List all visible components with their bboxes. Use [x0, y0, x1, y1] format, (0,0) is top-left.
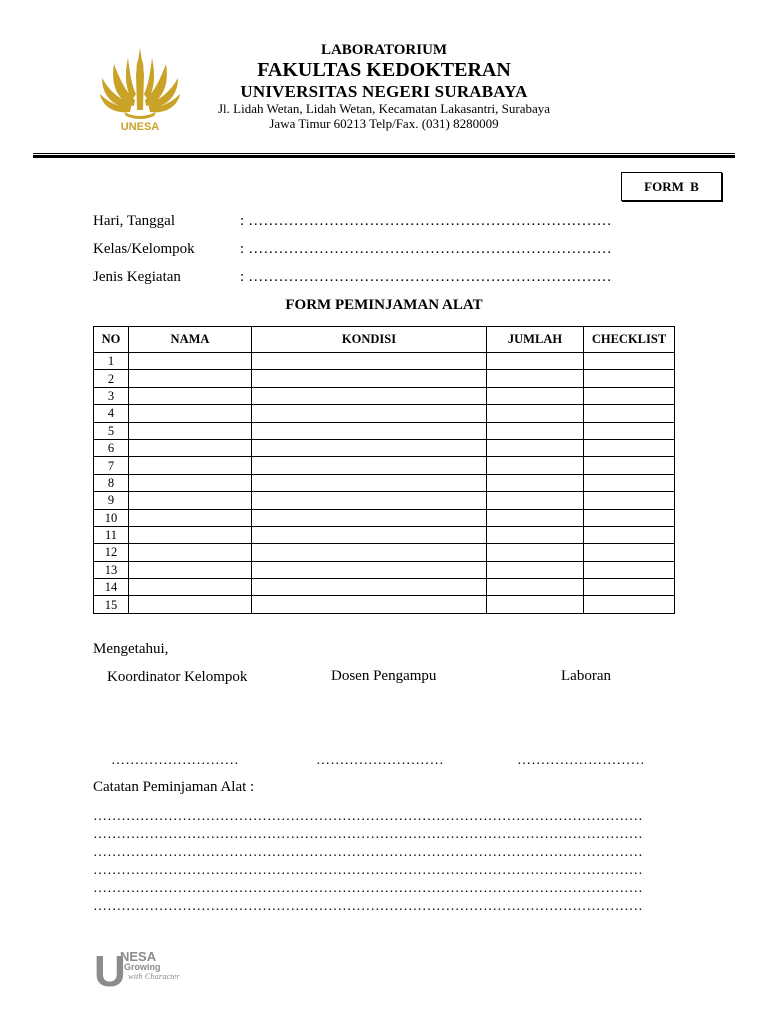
table-row	[94, 492, 675, 509]
cell-jumlah[interactable]	[487, 561, 584, 578]
form-code-badge: FORM B	[621, 172, 722, 201]
cell-nama[interactable]	[129, 353, 252, 370]
lab-heading: LABORATORIUM	[320, 42, 448, 58]
cell-checklist[interactable]	[584, 405, 675, 422]
signer-role-lecturer: Dosen Pengampu	[331, 668, 437, 684]
table-row	[94, 457, 675, 474]
notes-label: Catatan Peminjaman Alat :	[93, 779, 255, 795]
cell-kondisi[interactable]	[252, 526, 487, 543]
cell-jumlah[interactable]	[487, 526, 584, 543]
cell-checklist[interactable]	[584, 579, 675, 596]
university-heading: UNIVERSITAS NEGERI SURABAYA	[240, 82, 528, 101]
cell-jumlah[interactable]	[487, 422, 584, 439]
table-row	[94, 387, 675, 404]
cell-kondisi[interactable]	[252, 353, 487, 370]
cell-nama[interactable]	[129, 579, 252, 596]
cell-checklist[interactable]	[584, 474, 675, 491]
cell-checklist[interactable]	[584, 509, 675, 526]
notes-line-6[interactable]: ………………………………………………………………………………………………………	[93, 899, 643, 914]
cell-kondisi[interactable]	[252, 492, 487, 509]
table-row	[94, 370, 675, 387]
table-row	[94, 596, 675, 613]
header-divider-thick	[33, 155, 735, 158]
table-row	[94, 405, 675, 422]
cell-jumlah[interactable]	[487, 579, 584, 596]
signature-line-coordinator[interactable]: ………………………	[111, 753, 239, 768]
cell-jumlah[interactable]	[487, 492, 584, 509]
notes-line-3[interactable]: ………………………………………………………………………………………………………	[93, 845, 643, 860]
cell-kondisi[interactable]	[252, 405, 487, 422]
column-header-nama: NAMA	[129, 327, 252, 353]
cell-no: 7	[94, 457, 129, 474]
table-row	[94, 526, 675, 543]
address-line-1: Jl. Lidah Wetan, Lidah Wetan, Kecamatan Lakasantri, Surabaya	[217, 101, 551, 116]
cell-nama[interactable]	[129, 561, 252, 578]
table-row	[94, 561, 675, 578]
cell-checklist[interactable]	[584, 439, 675, 456]
table-row	[94, 353, 675, 370]
cell-kondisi[interactable]	[252, 370, 487, 387]
cell-no: 2	[94, 370, 129, 387]
cell-kondisi[interactable]	[252, 457, 487, 474]
signer-role-laboran: Laboran	[561, 668, 611, 684]
cell-jumlah[interactable]	[487, 457, 584, 474]
column-header-no: NO	[94, 327, 129, 353]
notes-line-5[interactable]: ………………………………………………………………………………………………………	[93, 881, 643, 896]
cell-checklist[interactable]	[584, 387, 675, 404]
unesa-emblem-logo	[98, 44, 182, 132]
cell-jumlah[interactable]	[487, 544, 584, 561]
cell-kondisi[interactable]	[252, 439, 487, 456]
cell-nama[interactable]	[129, 474, 252, 491]
table-row	[94, 474, 675, 491]
cell-kondisi[interactable]	[252, 596, 487, 613]
unesa-footer-logo	[94, 946, 204, 988]
cell-checklist[interactable]	[584, 492, 675, 509]
cell-checklist[interactable]	[584, 596, 675, 613]
notes-line-1[interactable]: ………………………………………………………………………………………………………	[93, 809, 643, 824]
form-title: FORM PEMINJAMAN ALAT	[285, 297, 483, 313]
cell-jumlah[interactable]	[487, 405, 584, 422]
cell-no: 10	[94, 509, 129, 526]
acknowledgement-label: Mengetahui,	[93, 641, 169, 657]
notes-line-4[interactable]: ………………………………………………………………………………………………………	[93, 863, 643, 878]
table-row	[94, 509, 675, 526]
cell-kondisi[interactable]	[252, 422, 487, 439]
cell-kondisi[interactable]	[252, 579, 487, 596]
cell-nama[interactable]	[129, 596, 252, 613]
signer-role-coordinator: Koordinator Kelompok	[107, 669, 248, 685]
cell-no: 15	[94, 596, 129, 613]
cell-nama[interactable]	[129, 544, 252, 561]
footer-logo-tagline-2: with Character	[128, 971, 180, 981]
cell-jumlah[interactable]	[487, 353, 584, 370]
table-row	[94, 579, 675, 596]
field-label-activity: Jenis Kegiatan	[93, 269, 181, 285]
cell-nama[interactable]	[129, 492, 252, 509]
cell-nama[interactable]	[129, 457, 252, 474]
header-divider-thin	[33, 153, 735, 154]
table-row	[94, 422, 675, 439]
column-header-jumlah: JUMLAH	[487, 327, 584, 353]
field-value-activity[interactable]: : ………………………………………………………………	[240, 269, 612, 285]
faculty-heading: FAKULTAS KEDOKTERAN	[257, 59, 511, 81]
cell-no: 14	[94, 579, 129, 596]
cell-kondisi[interactable]	[252, 387, 487, 404]
cell-no: 13	[94, 561, 129, 578]
cell-checklist[interactable]	[584, 353, 675, 370]
cell-checklist[interactable]	[584, 561, 675, 578]
field-value-class[interactable]: : ………………………………………………………………	[240, 241, 612, 257]
cell-no: 9	[94, 492, 129, 509]
cell-nama[interactable]	[129, 405, 252, 422]
cell-checklist[interactable]	[584, 422, 675, 439]
cell-nama[interactable]	[129, 509, 252, 526]
cell-no: 5	[94, 422, 129, 439]
cell-jumlah[interactable]	[487, 474, 584, 491]
table-row	[94, 544, 675, 561]
footer-logo-tagline-1: Growing	[124, 962, 161, 972]
signature-line-laboran[interactable]: ………………………	[517, 753, 645, 768]
cell-nama[interactable]	[129, 439, 252, 456]
cell-no: 6	[94, 439, 129, 456]
cell-no: 4	[94, 405, 129, 422]
logo-text: UNESA	[120, 121, 160, 132]
cell-no: 11	[94, 526, 129, 543]
table-header-row	[94, 327, 675, 353]
field-label-class: Kelas/Kelompok	[93, 241, 195, 257]
footer-logo-letter: U	[94, 947, 126, 988]
cell-kondisi[interactable]	[252, 561, 487, 578]
notes-line-2[interactable]: ………………………………………………………………………………………………………	[93, 827, 643, 842]
cell-kondisi[interactable]	[252, 544, 487, 561]
cell-jumlah[interactable]	[487, 370, 584, 387]
footer-logo-name: NESA	[120, 949, 157, 964]
cell-jumlah[interactable]	[487, 596, 584, 613]
cell-kondisi[interactable]	[252, 474, 487, 491]
cell-jumlah[interactable]	[487, 509, 584, 526]
signature-line-lecturer[interactable]: ………………………	[316, 753, 444, 768]
column-header-kondisi: KONDISI	[252, 327, 487, 353]
field-label-date: Hari, Tanggal	[93, 213, 175, 229]
cell-nama[interactable]	[129, 526, 252, 543]
cell-no: 12	[94, 544, 129, 561]
field-value-date[interactable]: : ………………………………………………………………	[240, 213, 612, 229]
cell-checklist[interactable]	[584, 457, 675, 474]
cell-jumlah[interactable]	[487, 387, 584, 404]
cell-no: 3	[94, 387, 129, 404]
cell-no: 8	[94, 474, 129, 491]
equipment-table	[93, 326, 675, 614]
cell-kondisi[interactable]	[252, 509, 487, 526]
cell-no: 1	[94, 353, 129, 370]
cell-nama[interactable]	[129, 422, 252, 439]
cell-checklist[interactable]	[584, 526, 675, 543]
cell-nama[interactable]	[129, 370, 252, 387]
cell-jumlah[interactable]	[487, 439, 584, 456]
table-row	[94, 439, 675, 456]
column-header-checklist: CHECKLIST	[584, 327, 675, 353]
cell-checklist[interactable]	[584, 544, 675, 561]
cell-nama[interactable]	[129, 387, 252, 404]
address-line-2: Jawa Timur 60213 Telp/Fax. (031) 8280009	[269, 116, 499, 131]
cell-checklist[interactable]	[584, 370, 675, 387]
